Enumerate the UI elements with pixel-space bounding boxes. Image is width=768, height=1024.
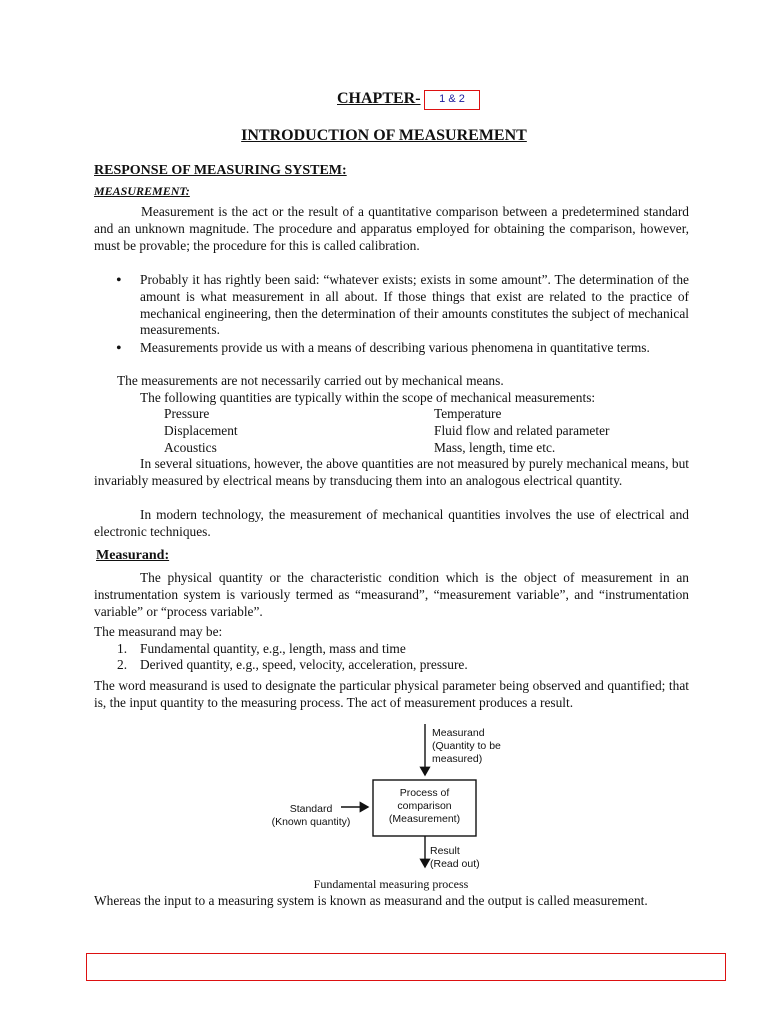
result-line-2: (Read out) [430,858,480,870]
page-title: INTRODUCTION OF MEASUREMENT [241,127,527,144]
measurand-line-1: Measurand [432,727,485,739]
quantity-left-2: Displacement [164,423,238,438]
numbered-marker-2: 2. [117,657,128,672]
standard-line-1: Standard [289,803,333,815]
result-line-1: Result [430,845,460,857]
paragraph-word-measurand: The word measurand is used to designate the particular physical parameter being observed and quantified; that is, the input quantity to the measuring process. The act of measurement produces a result. [94,678,689,710]
footer-box [86,953,726,981]
diagram-standard-label [266,803,356,829]
numbered-item-2: Derived quantity, e.g., speed, velocity, acceleration, pressure. [140,657,468,672]
diagram-measurand-label [432,727,501,766]
measurand-line-2: (Quantity to be [432,740,501,752]
section-heading: RESPONSE OF MEASURING SYSTEM: [94,163,347,178]
chapter-label: CHAPTER- [337,90,421,107]
numbered-item-1: Fundamental quantity, e.g., length, mass and time [140,641,406,656]
bullet-item-1: Probably it has rightly been said: “whatever exists; exists in some amount”. The determination of the amount is what measurement in all about. If those things that exist are related to the practice of mechanical engineering, then the determination of their amounts constitutes the subject of mechanical measurements. [140,272,689,338]
standard-line-2: (Known quantity) [271,816,351,828]
paragraph-physical-quantity: The physical quantity or the characteristic condition which is the object of measurement in an instrumentation system is variously termed as “measurand”, “measurement variable”, and “instrumentation variable” or “process variable”. [94,570,689,619]
line-not-necessarily: The measurements are not necessarily carried out by mechanical means. [117,373,504,388]
chapter-number-box: 1 & 2 [424,90,480,110]
bullet-item-2: Measurements provide us with a means of describing various phenomena in quantitative terms. [140,340,650,355]
bullet-marker-1: • [116,272,122,289]
process-line-2: comparison [397,800,452,812]
diagram-result-label [430,845,480,871]
bullet-marker-2: • [116,340,122,357]
quantity-left-1: Pressure [164,406,210,421]
line-following-quantities: The following quantities are typically within the scope of mechanical measurements: [140,390,596,405]
paragraph-whereas: Whereas the input to a measuring system is known as measurand and the output is called measurement. [94,893,648,908]
paragraph-modern-technology: In modern technology, the measurement of mechanical quantities involves the use of electrical and electronic techniques. [94,507,689,539]
subheading-measurement: MEASUREMENT: [94,184,190,198]
paragraph-several-situations: In several situations, however, the above quantities are not measured by purely mechanical means, but invariably measured by electrical means by transducing them into an analogous electrical quantity. [94,456,689,488]
quantity-left-3: Acoustics [164,440,217,455]
quantity-right-1: Temperature [434,406,502,421]
process-line-3: (Measurement) [388,813,461,825]
paragraph-measurement-definition: Measurement is the act or the result of a quantitative comparison between a predetermined standard and an unknown magnitude. The procedure and apparatus employed for obtaining the comparison, however, must be provable; the procedure for this is called calibration. [94,204,689,253]
diagram-caption: Fundamental measuring process [313,877,469,891]
quantity-right-2: Fluid flow and related parameter [434,423,610,438]
process-line-1: Process of [399,787,450,799]
diagram-process-label [373,787,476,826]
subheading-measurand: Measurand: [96,548,170,563]
line-measurand-may-be: The measurand may be: [94,624,223,639]
quantity-right-3: Mass, length, time etc. [434,440,556,455]
numbered-marker-1: 1. [117,641,128,656]
measurand-line-3: measured) [432,753,483,765]
